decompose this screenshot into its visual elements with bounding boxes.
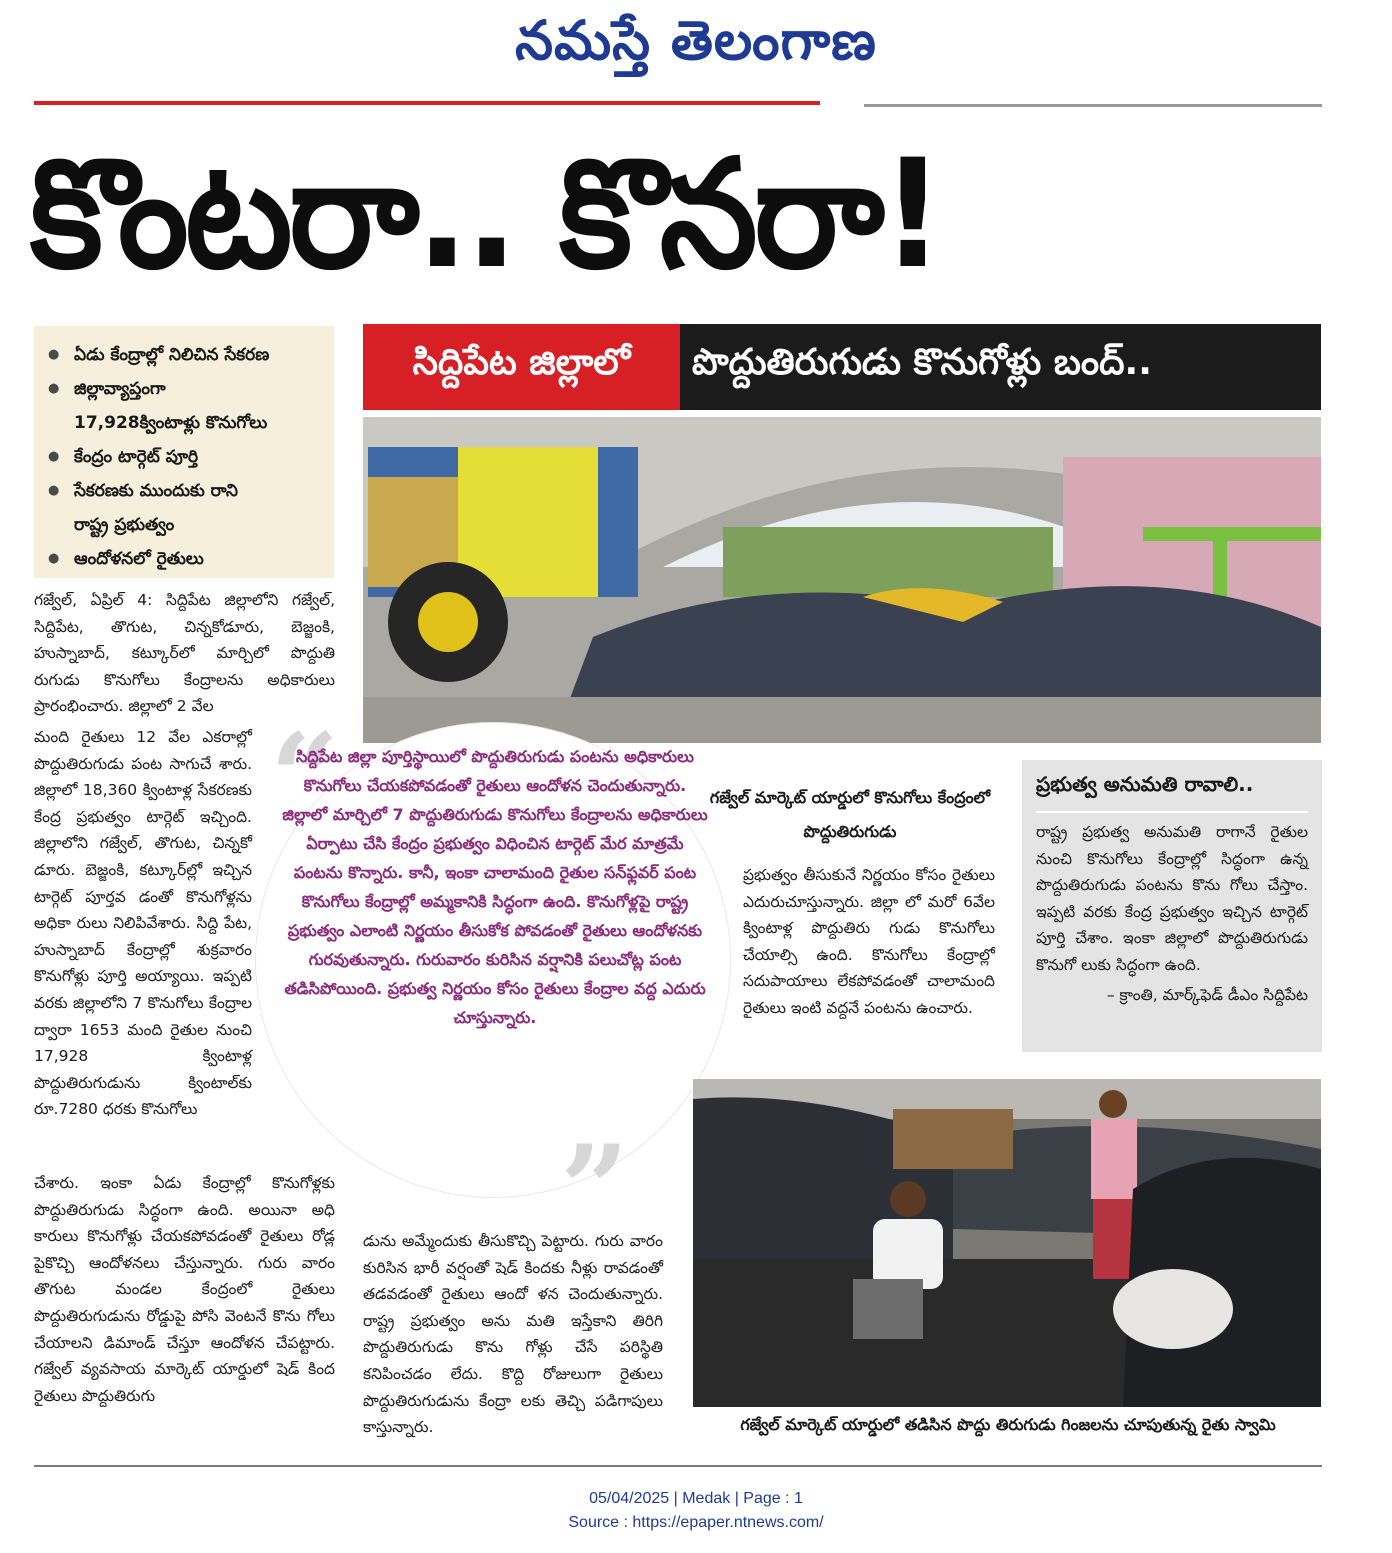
sidebar-title: ప్రభుత్వ అనుమతి రావాలి..	[1036, 766, 1308, 813]
highlights-box	[34, 326, 334, 578]
masthead-rule-red	[34, 101, 820, 105]
page-bottom-rule	[34, 1465, 1322, 1467]
open-quote-icon: “	[270, 707, 340, 848]
highlight-item: ● ఆందోళనలో రైతులు	[48, 542, 328, 576]
subhead-bar	[363, 324, 1321, 410]
photo2-caption: గజ్వేల్ మార్కెట్ యార్డులో తడిసిన పొద్దు తిరుగుడు గింజలను చూపుతున్న రైతు స్వామి	[740, 1415, 1276, 1434]
photo-farmer-illustration	[693, 1079, 1321, 1407]
photo-market-yard-illustration	[363, 417, 1321, 743]
article-paragraph: డును అమ్మేందుకు తీసుకొచ్చి పెట్టారు. గురు వారం కురిసిన భారీ వర్షంతో షెడ్ కిందకు నీళ్లు రావడంతో తడవడంతో రైతులు ఆందో ళన చెందుతున్నారు. రాష్ట్ర ప్రభుత్వం అను మతి ఇస్తేకాని తిరిగి పొద్దుతిరుగుడు కొను గోళ్లు చేసే పరిస్థితి కనిపించడం లేదు. కొద్ది రోజులుగా రైతులు పొద్దుతిరుగుడును కేంద్రా లకు తెచ్చి పడిగాపులు కాస్తున్నారు.	[363, 1232, 663, 1437]
article-paragraph: మంది రైతులు 12 వేల ఎకరాల్లో పొద్దుతిరుగుడు పంట సాగుచే శారు. జిల్లాలో 18,360 క్వింటాళ్ల సేకరణకు కేంద్ర ప్రభుత్వం టార్గెట్ ఇచ్చింది. జిల్లాలోని గజ్వేల్, తొగుట, చిన్నకో డూరు. బెజ్జంకి, కట్కూర్‌ల్లో ఇచ్చిన టార్గెట్ పూర్తవ డంతో కొనుగోళ్లను అధికా రులు నిలిపివేశారు. సిద్ది పేట, హుస్నాబాద్ కేంద్రాల్లో శుక్రవారం కొనుగోళ్లు పూర్తి అయ్యాయి. ఇప్పటి వరకు జిల్లాలోని 7 కొనుగోలు కేంద్రాల ద్వారా 1653 మంది రైతుల నుంచి 17,928 క్వింటాళ్ల పొద్దుతిరుగుడును క్వింటాల్‌కు రూ.7280 ధరకు కొనుగోలు	[34, 728, 252, 1119]
close-quote-icon: ”	[560, 1119, 630, 1260]
footer-source-link[interactable]: Source : https://epaper.ntnews.com/	[568, 1514, 824, 1531]
subhead-black: పొద్దుతిరుగుడు కొనుగోళ్లు బంద్..	[680, 324, 1321, 410]
photo-market-yard-shed	[363, 417, 1321, 743]
article-paragraph: చేశారు. ఇంకా ఏడు కేంద్రాల్లో కొనుగోళ్లకు పొద్దుతిరుగుడు సిద్ధంగా ఉంది. అయినా అధి కారులు కొనుగోళ్లు చేయకపోవడంతో రైతులు రోడ్ల పైకొచ్చి ఆందోళనలు చేస్తున్నారు. గురు వారం తొగుట మండల కేంద్రంలో రైతులు పొద్దుతిరుగుడును రోడ్డుపై పోసి వెంటనే కొను గోలు చేయాలని డిమాండ్ చేస్తూ ఆందోళన చేపట్టారు. గజ్వేల్ వ్యవసాయ మార్కెట్ యార్డులో షెడ్ కింద రైతులు పొద్దుతిరుగు	[34, 1174, 335, 1405]
highlight-item: ● సేకరణకు ముందుకు రాని	[48, 474, 328, 508]
highlight-item-continued: 17,928క్వింటాళ్లు కొనుగోలు	[74, 413, 268, 433]
article-paragraph: ప్రభుత్వం తీసుకునే నిర్ణయం కోసం రైతులు ఎదురుచూస్తున్నారు. జిల్లా లో మరో 6వేల క్వింటాళ్ల పొద్దుతిరు గుడు కొనుగోలు చేయాల్సి ఉంది. కొనుగోలు కేంద్రాల్లో సదుపాయాలు లేకపోవడంతో చాలామంది రైతులు ఇంటి వద్దనే పంటను ఉంచారు.	[743, 866, 995, 1017]
article-column-1-bottom	[34, 1170, 335, 1409]
article-column-1-narrow	[34, 724, 252, 1123]
highlight-item: ● జిల్లావ్యాప్తంగా	[48, 372, 328, 406]
photo1-caption: గజ్వేల్ మార్కెట్ యార్డులో కొనుగోలు కేంద్రంలో పొద్దుతిరుగుడు	[709, 788, 991, 841]
official-quote-sidebar	[1022, 760, 1322, 1052]
highlight-item: ● ఏడు కేంద్రాల్లో నిలిచిన సేకరణ	[48, 338, 328, 372]
article-column-2	[743, 862, 995, 1022]
highlight-item: ● కేంద్రం టార్గెట్ పూర్తి	[48, 440, 328, 474]
page-headline: కొంటరా.. కొనరా!	[30, 128, 941, 302]
pull-quote-text: సిద్దిపేట జిల్లా పూర్తిస్థాయిలో పొద్దుతిరుగుడు పంటను అధికారులు కొనుగోలు చేయకపోవడంతో రైతులు ఆందోళన చెందుతున్నారు. జిల్లాలో మార్చిలో 7 పొద్దుతిరుగుడు కొనుగోలు కేంద్రాలను అధికారులు ఏర్పాటు చేసి కేంద్రం ప్రభుత్వం విధించిన టార్గెట్ మేర మాత్రమే పంటను కొన్నారు. కానీ, ఇంకా చాలామంది రైతుల సన్‌ఫ్లవర్ పంట కొనుగోలు కేంద్రాల్లో అమ్మకానికి సిద్ధంగా ఉంది. కొనుగోళ్లపై రాష్ట్ర ప్రభుత్వం ఎలాంటి నిర్ణయం తీసుకోక పోవడంతో రైతులు ఆందోళనకు గురవుతున్నారు. గురువారం కురిసిన వర్షానికి పలుచోట్ల పంట తడిసిపోయింది. ప్రభుత్వ నిర్ణయం కోసం రైతులు కేంద్రాల వద్ద ఎదురు చూస్తున్నారు.	[282, 747, 708, 1027]
sidebar-text: రాష్ట్ర ప్రభుత్వ అనుమతి రాగానే రైతుల నుంచి కొనుగోలు కేంద్రాల్లో సిద్ధంగా ఉన్న పొద్దుతిరుగుడు పంటను కొను గోలు చేస్తాం. ఇప్పటి వరకు కేంద్ర ప్రభుత్వం ఇచ్చిన టార్గెట్ పూర్తి చేశాం. ఇంకా జిల్లాలో పొద్దుతిరుగుడు కొనుగో లుకు సిద్ధంగా ఉంది.	[1036, 823, 1308, 974]
highlight-item-continued: రాష్ట్ర ప్రభుత్వం	[74, 515, 175, 535]
article-paragraph: గజ్వేల్, ఏప్రిల్ 4: సిద్దిపేట జిల్లాలోని గజ్వేల్, సిద్దిపేట, తొగుట, చిన్నకోడూరు, బెజ్జంకి, హుస్నాబాద్, కట్కూర్‌లో మార్చిలో పొద్దుతి రుగుడు కొనుగోలు కేంద్రాలను అధికారులు ప్రారంభించారు. జిల్లాలో 2 వేల	[34, 591, 335, 716]
article-column-1-top	[34, 587, 335, 720]
article-column-3	[363, 1228, 663, 1441]
masthead-rule-grey	[864, 104, 1322, 107]
footer-edition-info: 05/04/2025 | Medak | Page : 1	[589, 1490, 803, 1507]
subhead-red: సిద్దిపేట జిల్లాలో	[363, 324, 680, 410]
photo-farmer-wet-seeds	[693, 1079, 1321, 1407]
sidebar-signature: – క్రాంతి, మార్క్‌ఫెడ్ డీఎం సిద్దిపేట	[1106, 986, 1308, 1004]
newspaper-masthead: నమస్తే తెలంగాణ	[515, 8, 877, 72]
